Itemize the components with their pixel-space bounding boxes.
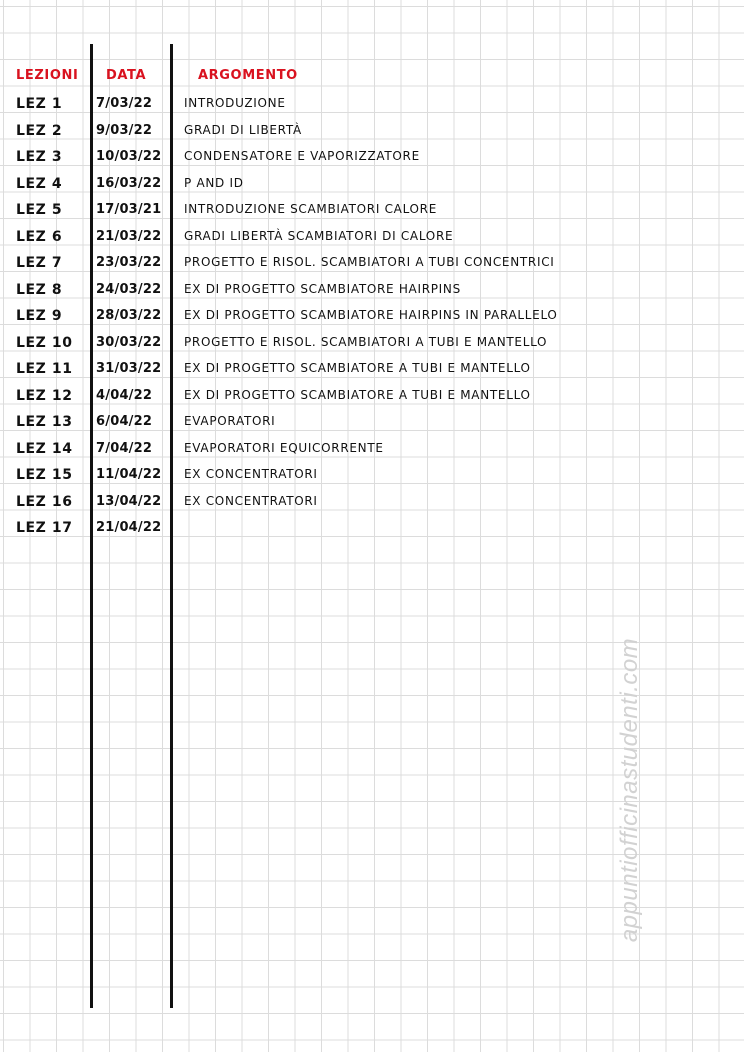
row-lezione: LEZ 17 <box>16 520 73 536</box>
header-argomento: ARGOMENTO <box>198 68 298 83</box>
row-argomento: EX DI PROGETTO SCAMBIATORE A TUBI E MANTELLO <box>184 361 531 375</box>
row-lezione: LEZ 6 <box>16 228 63 245</box>
row-argomento: P AND ID <box>184 175 244 190</box>
column-divider-right <box>170 44 173 1008</box>
row-data: 24/03/22 <box>96 281 162 297</box>
row-data: 17/03/21 <box>96 202 162 217</box>
row-lezione: LEZ 2 <box>16 122 63 139</box>
row-argomento: GRADI DI LIBERTÀ <box>184 122 302 137</box>
row-lezione: LEZ 11 <box>16 361 73 377</box>
row-data: 13/04/22 <box>96 493 162 509</box>
row-argomento: EX CONCENTRATORI <box>184 467 318 481</box>
row-data: 31/03/22 <box>96 361 162 376</box>
row-data: 23/03/22 <box>96 255 162 270</box>
row-lezione: LEZ 7 <box>16 255 63 271</box>
row-lezione: LEZ 1 <box>16 96 63 112</box>
row-argomento: EX CONCENTRATORI <box>184 493 318 508</box>
column-divider-left <box>90 44 93 1008</box>
row-argomento: PROGETTO E RISOL. SCAMBIATORI A TUBI CONCENTRICI <box>184 255 555 269</box>
row-data: 7/04/22 <box>96 440 153 456</box>
row-data: 21/04/22 <box>96 520 162 535</box>
row-lezione: LEZ 10 <box>16 334 73 351</box>
row-data: 30/03/22 <box>96 334 162 350</box>
row-argomento: EVAPORATORI EQUICORRENTE <box>184 440 384 455</box>
row-argomento: EX DI PROGETTO SCAMBIATORE A TUBI E MANTELLO <box>184 387 531 402</box>
row-argomento: GRADI LIBERTÀ SCAMBIATORI DI CALORE <box>184 228 454 243</box>
row-argomento: EX DI PROGETTO SCAMBIATORE HAIRPINS <box>184 281 461 296</box>
watermark: appuntiofficinastudenti.com <box>616 637 643 943</box>
header-data: DATA <box>106 68 147 83</box>
header-lezioni: LEZIONI <box>16 68 79 83</box>
row-data: 7/03/22 <box>96 96 153 111</box>
row-data: 28/03/22 <box>96 308 162 323</box>
row-argomento: CONDENSATORE E VAPORIZZATORE <box>184 149 420 163</box>
row-argomento: INTRODUZIONE SCAMBIATORI CALORE <box>184 202 438 216</box>
row-argomento: EVAPORATORI <box>184 414 276 428</box>
row-data: 21/03/22 <box>96 228 162 244</box>
row-lezione: LEZ 15 <box>16 467 73 483</box>
row-data: 11/04/22 <box>96 467 162 482</box>
row-lezione: LEZ 3 <box>16 149 63 165</box>
row-data: 10/03/22 <box>96 149 162 164</box>
row-lezione: LEZ 4 <box>16 175 63 192</box>
row-argomento: INTRODUZIONE <box>184 96 286 110</box>
row-lezione: LEZ 8 <box>16 281 63 298</box>
row-lezione: LEZ 9 <box>16 308 63 324</box>
row-lezione: LEZ 16 <box>16 493 73 510</box>
row-argomento: PROGETTO E RISOL. SCAMBIATORI A TUBI E MANTELLO <box>184 334 548 349</box>
row-data: 9/03/22 <box>96 122 153 138</box>
row-data: 16/03/22 <box>96 175 162 191</box>
row-argomento: EX DI PROGETTO SCAMBIATORE HAIRPINS IN PARALLELO <box>184 308 558 322</box>
row-data: 4/04/22 <box>96 387 153 403</box>
row-data: 6/04/22 <box>96 414 153 429</box>
row-lezione: LEZ 12 <box>16 387 73 404</box>
row-lezione: LEZ 14 <box>16 440 73 457</box>
row-lezione: LEZ 5 <box>16 202 63 218</box>
row-lezione: LEZ 13 <box>16 414 73 430</box>
